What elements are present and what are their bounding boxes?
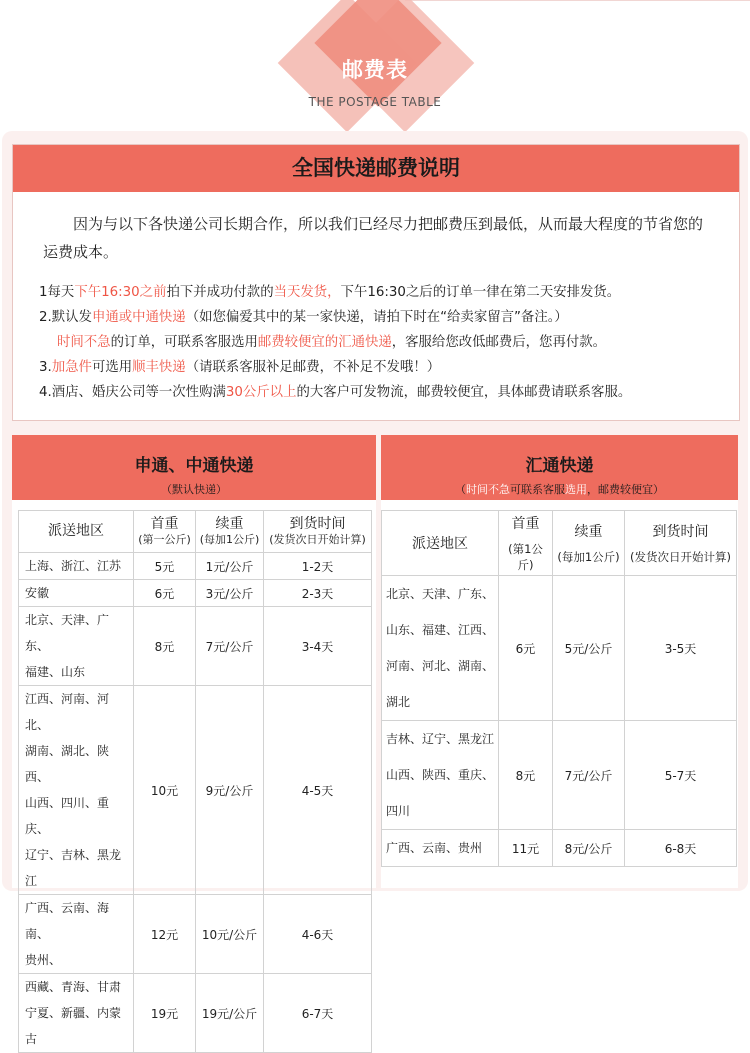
rule-highlight: 加急件 [51, 360, 92, 375]
col-extra-weight: 续重 (每加1公斤) [196, 511, 264, 553]
rule-highlight: 下午16:30之前 [74, 285, 167, 300]
rule-text: 的订单，可联系客服选用 [110, 335, 258, 350]
cell-first-weight: 11元 [499, 830, 553, 867]
table-row [19, 686, 372, 895]
cell-delivery-time: 3-5天 [625, 576, 737, 721]
rule-4 [39, 380, 739, 405]
cell-area: 广西、云南、海南、 贵州、 [19, 895, 134, 974]
col-extra-weight: 续重 (每加1公斤) [553, 511, 625, 576]
header-badge [0, 0, 750, 135]
rule-text: 下午16:30之后的订单一律在第二天安排发货。 [340, 285, 621, 300]
cell-area: 广西、云南、贵州 [382, 830, 499, 867]
rule-1 [39, 280, 739, 305]
best-express-rate-table [381, 510, 737, 867]
cell-first-weight: 6元 [499, 576, 553, 721]
cell-extra-weight: 10元/公斤 [196, 895, 264, 974]
cell-delivery-time: 2-3天 [264, 580, 372, 607]
cell-extra-weight: 7元/公斤 [553, 721, 625, 830]
table-header-row [19, 511, 372, 553]
badge-title: 邮费表 [342, 58, 408, 82]
rule-text: 3. [39, 360, 52, 375]
badge-subtitle: THE POSTAGE TABLE [308, 95, 442, 109]
cell-area: 吉林、辽宁、黑龙江 山西、陕西、重庆、 四川 [382, 721, 499, 830]
cell-delivery-time: 1-2天 [264, 553, 372, 580]
col-delivery-time: 到货时间 (发货次日开始计算) [264, 511, 372, 553]
cell-area: 江西、河南、河北、 湖南、湖北、陕西、 山西、四川、重庆、 辽宁、吉林、黑龙江 [19, 686, 134, 895]
intro-text: 因为与以下各快递公司长期合作，所以我们已经尽力把邮费压到最低，从而最大程度的节省您的运费成本。 [43, 215, 704, 261]
rule-3 [39, 355, 739, 380]
rule-text: （请联系客服补足邮费，不补足不发哦！） [185, 360, 441, 375]
cell-extra-weight: 8元/公斤 [553, 830, 625, 867]
rule-text: （如您偏爱其中的某一家快递，请拍下时在“给卖家留言”备注。） [185, 310, 568, 325]
col-delivery-time: 到货时间 (发货次日开始计算) [625, 511, 737, 576]
cell-extra-weight: 5元/公斤 [553, 576, 625, 721]
cell-delivery-time: 3-4天 [264, 607, 372, 686]
rule-text: 拍下并成功付款的 [166, 285, 274, 300]
table-row [19, 974, 372, 1053]
cell-first-weight: 19元 [134, 974, 196, 1053]
sto-zto-header [12, 435, 376, 500]
rule-text: ，客服给您改低邮费后，您再付款。 [391, 335, 607, 350]
cell-extra-weight: 19元/公斤 [196, 974, 264, 1053]
table-row [19, 580, 372, 607]
cell-first-weight: 12元 [134, 895, 196, 974]
col-first-weight: 首重 (第一公斤) [134, 511, 196, 553]
cell-area: 上海、浙江、江苏 [19, 553, 134, 580]
col-first-weight: 首重 (第1公斤) [499, 511, 553, 576]
cell-area: 西藏、青海、甘肃 宁夏、新疆、内蒙古 [19, 974, 134, 1053]
cell-first-weight: 6元 [134, 580, 196, 607]
cell-first-weight: 8元 [134, 607, 196, 686]
shipping-info-card [12, 144, 740, 421]
sto-zto-title: 申通、中通快递 [134, 456, 254, 476]
cell-delivery-time: 4-5天 [264, 686, 372, 895]
rule-text: 2.默认发 [39, 310, 92, 325]
col-area: 派送地区 [382, 511, 499, 576]
table-row [382, 830, 737, 867]
rule-text: 可选用 [91, 360, 133, 375]
rule-text: 的大客户可发物流，邮费较便宜，具体邮费请联系客服。 [296, 385, 632, 400]
table-row [19, 895, 372, 974]
table-header-row [382, 511, 737, 576]
table-row [19, 553, 372, 580]
rules-list [39, 280, 739, 405]
cell-delivery-time: 4-6天 [264, 895, 372, 974]
cell-first-weight: 10元 [134, 686, 196, 895]
table-row [382, 721, 737, 830]
rule-highlight: 30公斤以上 [225, 385, 297, 400]
best-express-note: （时间不急可联系客服选用，邮费较便宜） [455, 483, 664, 496]
cell-extra-weight: 9元/公斤 [196, 686, 264, 895]
top-divider [405, 0, 750, 1]
rule-text: 4.酒店、婚庆公司等一次性购满 [39, 385, 226, 400]
cell-area: 北京、天津、广东、 福建、山东 [19, 607, 134, 686]
rule-highlight: 顺丰快递 [132, 360, 186, 375]
sto-zto-note: （默认快递） [161, 483, 227, 496]
cell-extra-weight: 7元/公斤 [196, 607, 264, 686]
rule-highlight: 申通或中通快递 [91, 310, 186, 325]
table-row [19, 607, 372, 686]
cell-delivery-time: 6-7天 [264, 974, 372, 1053]
col-area: 派送地区 [19, 511, 134, 553]
cell-delivery-time: 6-8天 [625, 830, 737, 867]
sto-zto-rate-box [12, 435, 376, 1046]
cell-area: 北京、天津、广东、 山东、福建、江西、 河南、河北、湖南、 湖北 [382, 576, 499, 721]
rule-2b [39, 330, 739, 355]
best-express-rate-box [381, 435, 738, 888]
rule-highlight: 邮费较便宜的汇通快递 [257, 335, 392, 350]
cell-extra-weight: 3元/公斤 [196, 580, 264, 607]
cell-delivery-time: 5-7天 [625, 721, 737, 830]
rule-highlight: 时间不急 [57, 335, 111, 350]
table-row [382, 576, 737, 721]
best-express-title: 汇通快递 [525, 456, 594, 476]
cell-first-weight: 8元 [499, 721, 553, 830]
cell-first-weight: 5元 [134, 553, 196, 580]
cell-area: 安徽 [19, 580, 134, 607]
rule-text: 1每天 [39, 285, 75, 300]
card-heading: 全国快递邮费说明 [13, 145, 739, 192]
best-express-header [381, 435, 738, 500]
rule-2 [39, 305, 739, 330]
rule-highlight: 当天发货， [273, 285, 341, 300]
sto-zto-rate-table [18, 510, 372, 1053]
cell-extra-weight: 1元/公斤 [196, 553, 264, 580]
